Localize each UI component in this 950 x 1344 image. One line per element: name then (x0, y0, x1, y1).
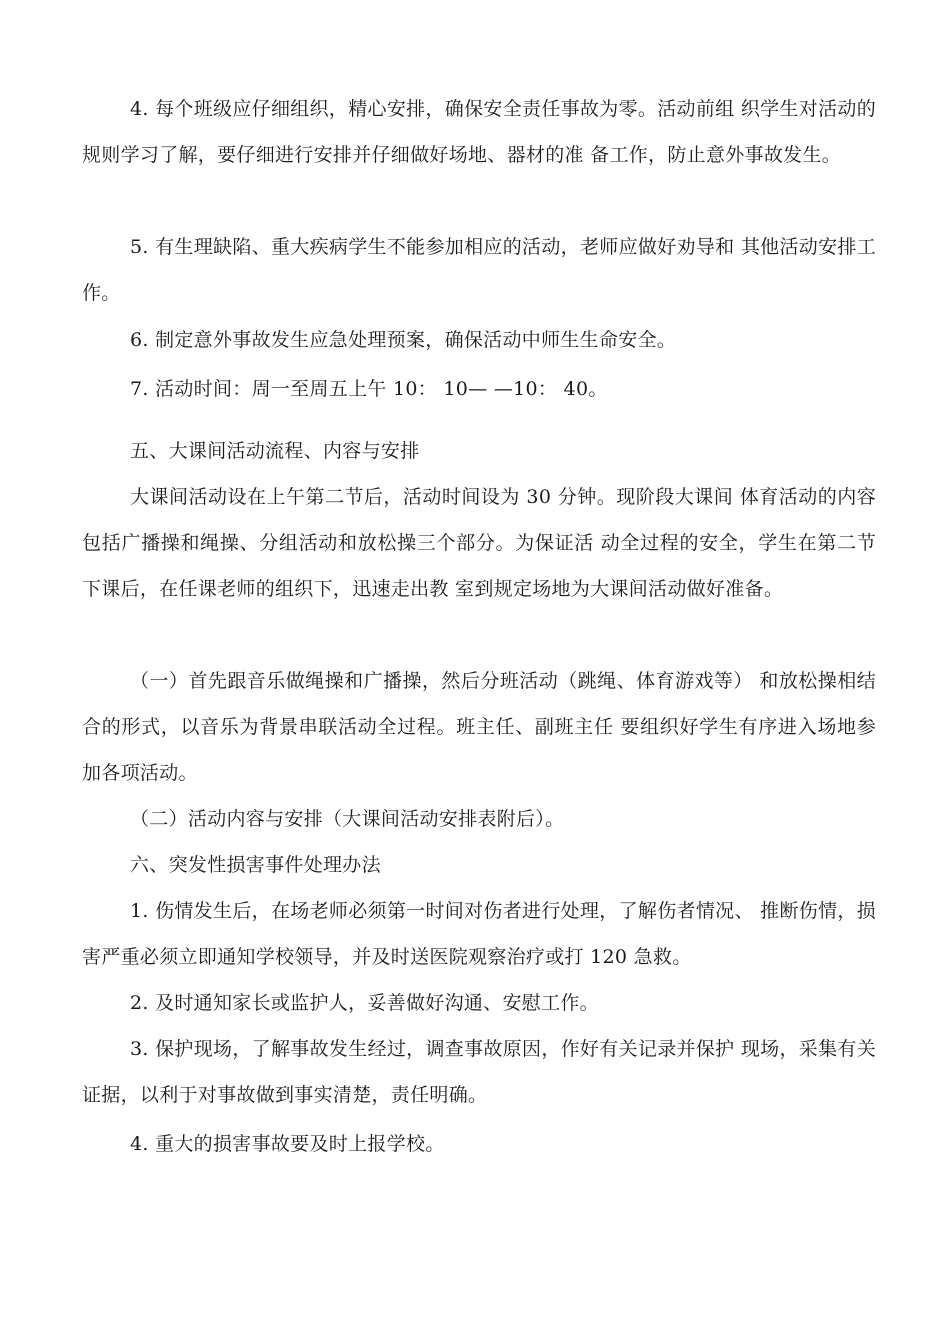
section-heading-5: 五、大课间活动流程、内容与安排 (130, 440, 420, 462)
paragraph-item-6-emergency-plan: 6. 制定意外事故发生应急处理预案，确保活动中师生生命安全。 (130, 329, 677, 351)
paragraph-item-5-health-exemption: 5. 有生理缺陷、重大疾病学生不能参加相应的活动，老师应做好劝导和 其他活动安排工作。 (82, 236, 876, 304)
paragraph-part-1-music-exercises: （一）首先跟音乐做绳操和广播操，然后分班活动（跳绳、体育游戏等） 和放松操相结合的形式，以音乐为背景串联活动全过程。班主任、副班主任 要组织好学生有序进入场地参加各项活动。 (82, 670, 876, 784)
paragraph-item-4-report-school: 4. 重大的损害事故要及时上报学校。 (130, 1133, 445, 1155)
section-heading-6: 六、突发性损害事件处理办法 (130, 854, 381, 876)
paragraph-item-1-injury-handling: 1. 伤情发生后，在场老师必须第一时间对伤者进行处理，了解伤者情况、 推断伤情，损害严重必须立即通知学校领导，并及时送医院观察治疗或打 120 急救。 (82, 900, 876, 968)
paragraph-item-2-notify-parents: 2. 及时通知家长或监护人，妥善做好沟通、安慰工作。 (130, 992, 599, 1014)
paragraph-item-3-protect-scene: 3. 保护现场，了解事故发生经过，调查事故原因，作好有关记录并保护 现场，采集有关证据，以利于对事故做到事实清楚，责任明确。 (82, 1038, 876, 1106)
paragraph-big-break-overview: 大课间活动设在上午第二节后，活动时间设为 30 分钟。现阶段大课间 体育活动的内容包括广播操和绳操、分组活动和放松操三个部分。为保证活 动全过程的安全，学生在第二节下课后，在任课老师的组织下，迅速走出教 室到规定场地为大课间活动做好准备。 (82, 486, 876, 600)
paragraph-part-2-activity-content: （二）活动内容与安排（大课间活动安排表附后）。 (130, 808, 565, 830)
paragraph-item-4-class-organization: 4. 每个班级应仔细组织，精心安排，确保安全责任事故为零。活动前组 织学生对活动的规则学习了解，要仔细进行安排并仔细做好场地、器材的准 备工作，防止意外事故发生。 (82, 98, 876, 166)
paragraph-item-7-activity-time: 7. 活动时间：周一至周五上午 10： 10— —10： 40。 (130, 378, 608, 400)
